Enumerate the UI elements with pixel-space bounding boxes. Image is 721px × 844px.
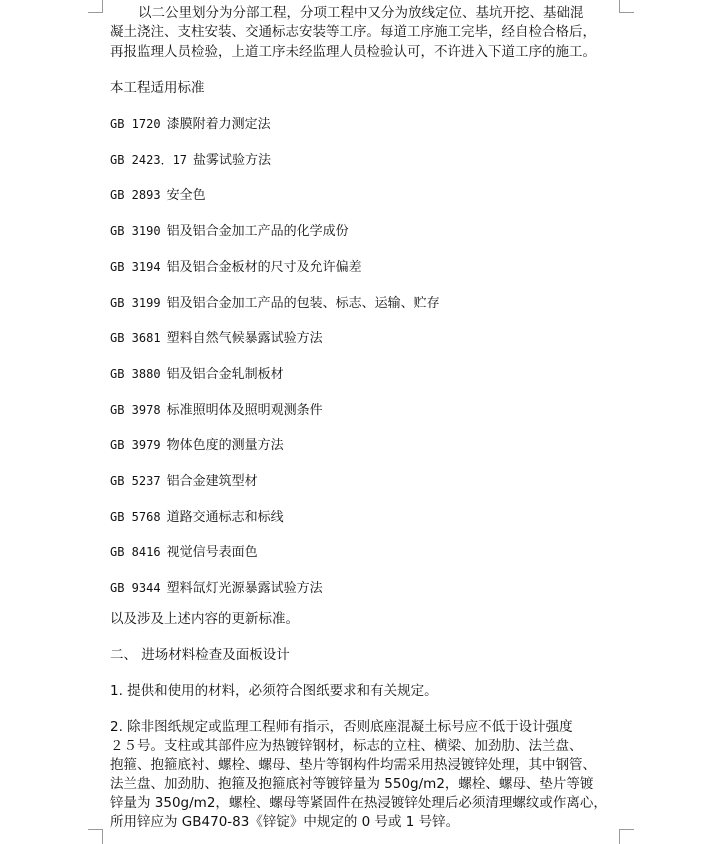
- standard-item: [110, 364, 284, 385]
- standard-code: GB 3194: [110, 260, 161, 274]
- standard-name: 漆膜附着力测定法: [166, 117, 271, 132]
- standard-item: [110, 542, 258, 563]
- item-2-line-3: 抱箍、抱箍底衬、螺栓、螺母、垫片等钢构件均需采用热浸镀锌处理，其中钢管、: [110, 757, 596, 773]
- standards-footer: 以及涉及上述内容的更新标准。: [110, 611, 299, 627]
- standard-item: [110, 293, 440, 314]
- standard-code: GB 5237: [110, 474, 161, 488]
- standard-code: GB 8416: [110, 545, 161, 559]
- standard-code: GB 3979: [110, 438, 161, 452]
- standard-item: [110, 471, 258, 492]
- standard-name: 盐雾试验方法: [193, 153, 272, 168]
- standard-name: 铝及铝合金板材的尺寸及允许偏差: [166, 260, 362, 275]
- crop-mark-bottom-right: [619, 829, 634, 844]
- standard-code: GB 2893: [110, 188, 161, 202]
- section-2-heading: 二、 进场材料检查及面板设计: [110, 647, 290, 663]
- standard-item: [110, 400, 323, 421]
- standard-name: 铝及铝合金加工产品的化学成份: [166, 224, 349, 239]
- standard-item: [110, 507, 284, 528]
- intro-line-1: 以二公里划分为分部工程，分项工程中又分为放线定位、基坑开挖、基础混: [138, 5, 584, 21]
- standard-item: [110, 578, 323, 599]
- standard-item: [110, 185, 206, 206]
- standard-name: 铝及铝合金加工产品的包装、标志、运输、贮存: [166, 296, 440, 311]
- standard-code: GB 3681: [110, 331, 161, 345]
- standard-code: GB 3190: [110, 224, 161, 238]
- intro-line-2: 凝土浇注、支柱安装、交通标志安装等工序。每道工序施工完毕，经自检合格后，: [110, 24, 596, 40]
- standard-code: GB 1720: [110, 117, 161, 131]
- item-2-line-1: 2. 除非图纸规定或监理工程师有指示，否则底座混凝土标号应不低于设计强度: [110, 719, 573, 735]
- item-2-line-6: 所用锌应为 GB470-83《锌锭》中规定的 0 号或 1 号锌。: [110, 814, 460, 830]
- item-2-line-4: 法兰盘、加劲肋、抱箍及抱箍底衬等镀锌量为 550g/m2，螺栓、螺母、垫片等镀: [110, 776, 594, 792]
- crop-mark-top-right: [619, 0, 634, 13]
- standard-name: 视觉信号表面色: [166, 545, 258, 560]
- standard-name: 铝及铝合金轧制板材: [166, 367, 284, 382]
- standard-name: 铝合金建筑型材: [166, 474, 258, 489]
- standard-item: [110, 328, 323, 349]
- standard-item: [110, 257, 362, 278]
- standard-name: 安全色: [166, 188, 206, 203]
- standard-item: [110, 221, 349, 242]
- standard-name: 物体色度的测量方法: [166, 438, 284, 453]
- standard-code: GB 3978: [110, 403, 161, 417]
- standard-code: GB 2423．17: [110, 153, 188, 167]
- standard-name: 塑料氙灯光源暴露试验方法: [166, 581, 323, 596]
- item-2-line-2: ２５号。支柱或其部件应为热镀锌钢材，标志的立柱、横梁、加劲肋、法兰盘、: [110, 738, 583, 754]
- standard-code: GB 9344: [110, 581, 161, 595]
- standard-name: 塑料自然气候暴露试验方法: [166, 331, 323, 346]
- item-2-line-5: 锌量为 350g/m2，螺栓、螺母等紧固件在热浸镀锌处理后必须清理螺纹或作离心，: [110, 795, 607, 811]
- standard-name: 标准照明体及照明观测条件: [166, 403, 323, 418]
- crop-mark-top-left: [88, 0, 103, 13]
- standard-code: GB 3880: [110, 367, 161, 381]
- standard-code: GB 3199: [110, 296, 161, 310]
- standards-heading: 本工程适用标准: [110, 80, 205, 96]
- standard-item: [110, 435, 284, 456]
- standard-item: [110, 114, 271, 135]
- standard-name: 道路交通标志和标线: [166, 510, 284, 525]
- intro-line-3: 再报监理人员检验，上道工序未经监理人员检验认可，不许进入下道工序的施工。: [110, 44, 596, 60]
- item-1: 1. 提供和使用的材料，必须符合图纸要求和有关规定。: [110, 683, 438, 699]
- crop-mark-bottom-left: [88, 829, 103, 844]
- standard-code: GB 5768: [110, 510, 161, 524]
- standard-item: [110, 150, 271, 171]
